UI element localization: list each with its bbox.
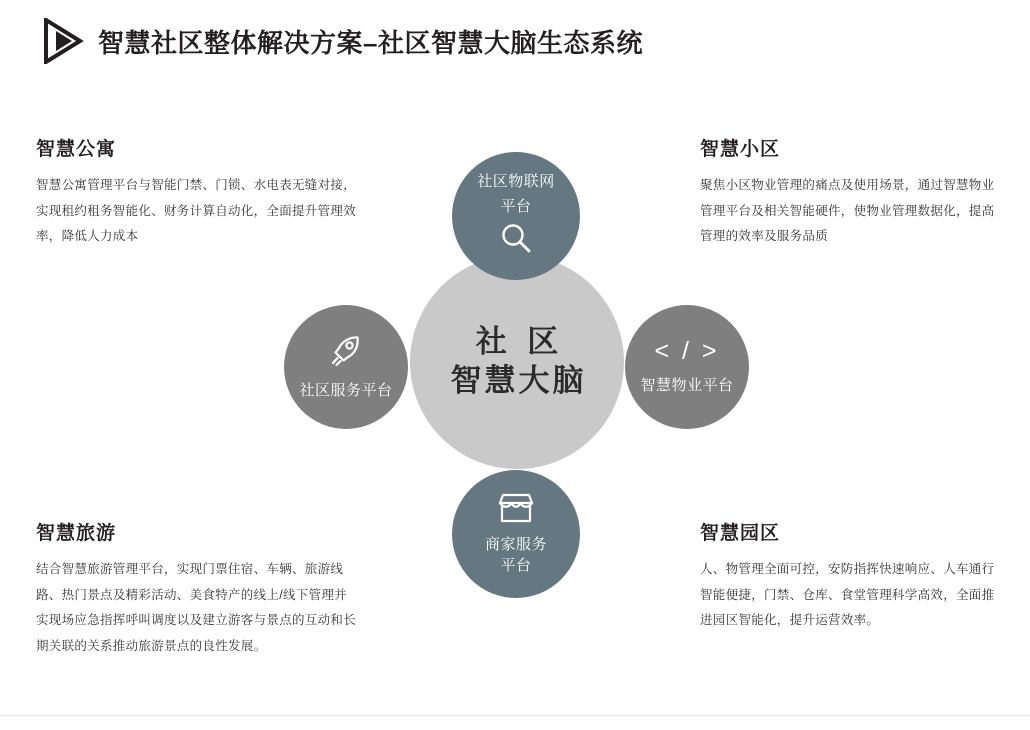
rocket-icon: [328, 332, 364, 373]
central-hub: [410, 255, 624, 469]
block-smart-travel-body: 结合智慧旅游管理平台，实现门票住宿、车辆、旅游线路、热门景点及精彩活动、美食特产的线上/线下管理并实现场应急指挥呼叫调度以及建立游客与景点的互动和长期关联的关系推动旅游景点的良性发展。: [36, 562, 357, 653]
node-service-label: 社区服务平台: [299, 382, 393, 400]
node-iot-label-line2: 平台: [500, 197, 532, 215]
node-community-iot-platform[interactable]: [452, 152, 580, 280]
storefront-icon: [496, 492, 536, 529]
node-merchant-label-line2: 平台: [500, 556, 532, 574]
block-smart-apartment: [36, 134, 356, 250]
block-smart-community-title: 智慧小区: [700, 139, 781, 160]
block-smart-community: [700, 134, 1000, 250]
bottom-divider: [0, 715, 1030, 716]
node-iot-label-line1: 社区物联网: [477, 173, 555, 191]
block-smart-park-title: 智慧园区: [700, 523, 781, 544]
page-title: 智慧社区整体解决方案–社区智慧大脑生态系统: [98, 27, 643, 58]
hub-label-line1: 社 区: [475, 324, 565, 360]
block-smart-apartment-body: 智慧公寓管理平台与智能门禁、门锁、水电表无缝对接，实现租约租务智能化、财务计算自动化，全面提升管理效率，降低人力成本: [36, 178, 357, 244]
node-community-service-platform[interactable]: [284, 305, 408, 429]
code-brackets-icon: < / >: [654, 337, 720, 366]
block-smart-park-body: 人、物管理全面可控，安防指挥快速响应、人车通行智能便捷，门禁、仓库、食堂管理科学高效，全面推进园区智能化，提升运营效率。: [700, 562, 995, 628]
node-merchant-service-platform[interactable]: [452, 470, 580, 598]
node-merchant-label-line1: 商家服务: [484, 536, 547, 554]
block-smart-travel: [36, 518, 356, 660]
block-smart-community-body: 聚焦小区物业管理的痛点及使用场景，通过智慧物业管理平台及相关智能硬件，使物业管理数据化，提高管理的效率及服务品质: [700, 178, 995, 244]
block-smart-apartment-title: 智慧公寓: [36, 139, 117, 160]
block-smart-travel-title: 智慧旅游: [36, 523, 117, 544]
hub-label-line2: 智慧大脑: [450, 363, 587, 398]
block-smart-park: [700, 518, 1000, 634]
search-icon: [499, 221, 533, 260]
node-property-label: 智慧物业平台: [640, 377, 734, 395]
node-smart-property-platform[interactable]: [625, 305, 749, 429]
